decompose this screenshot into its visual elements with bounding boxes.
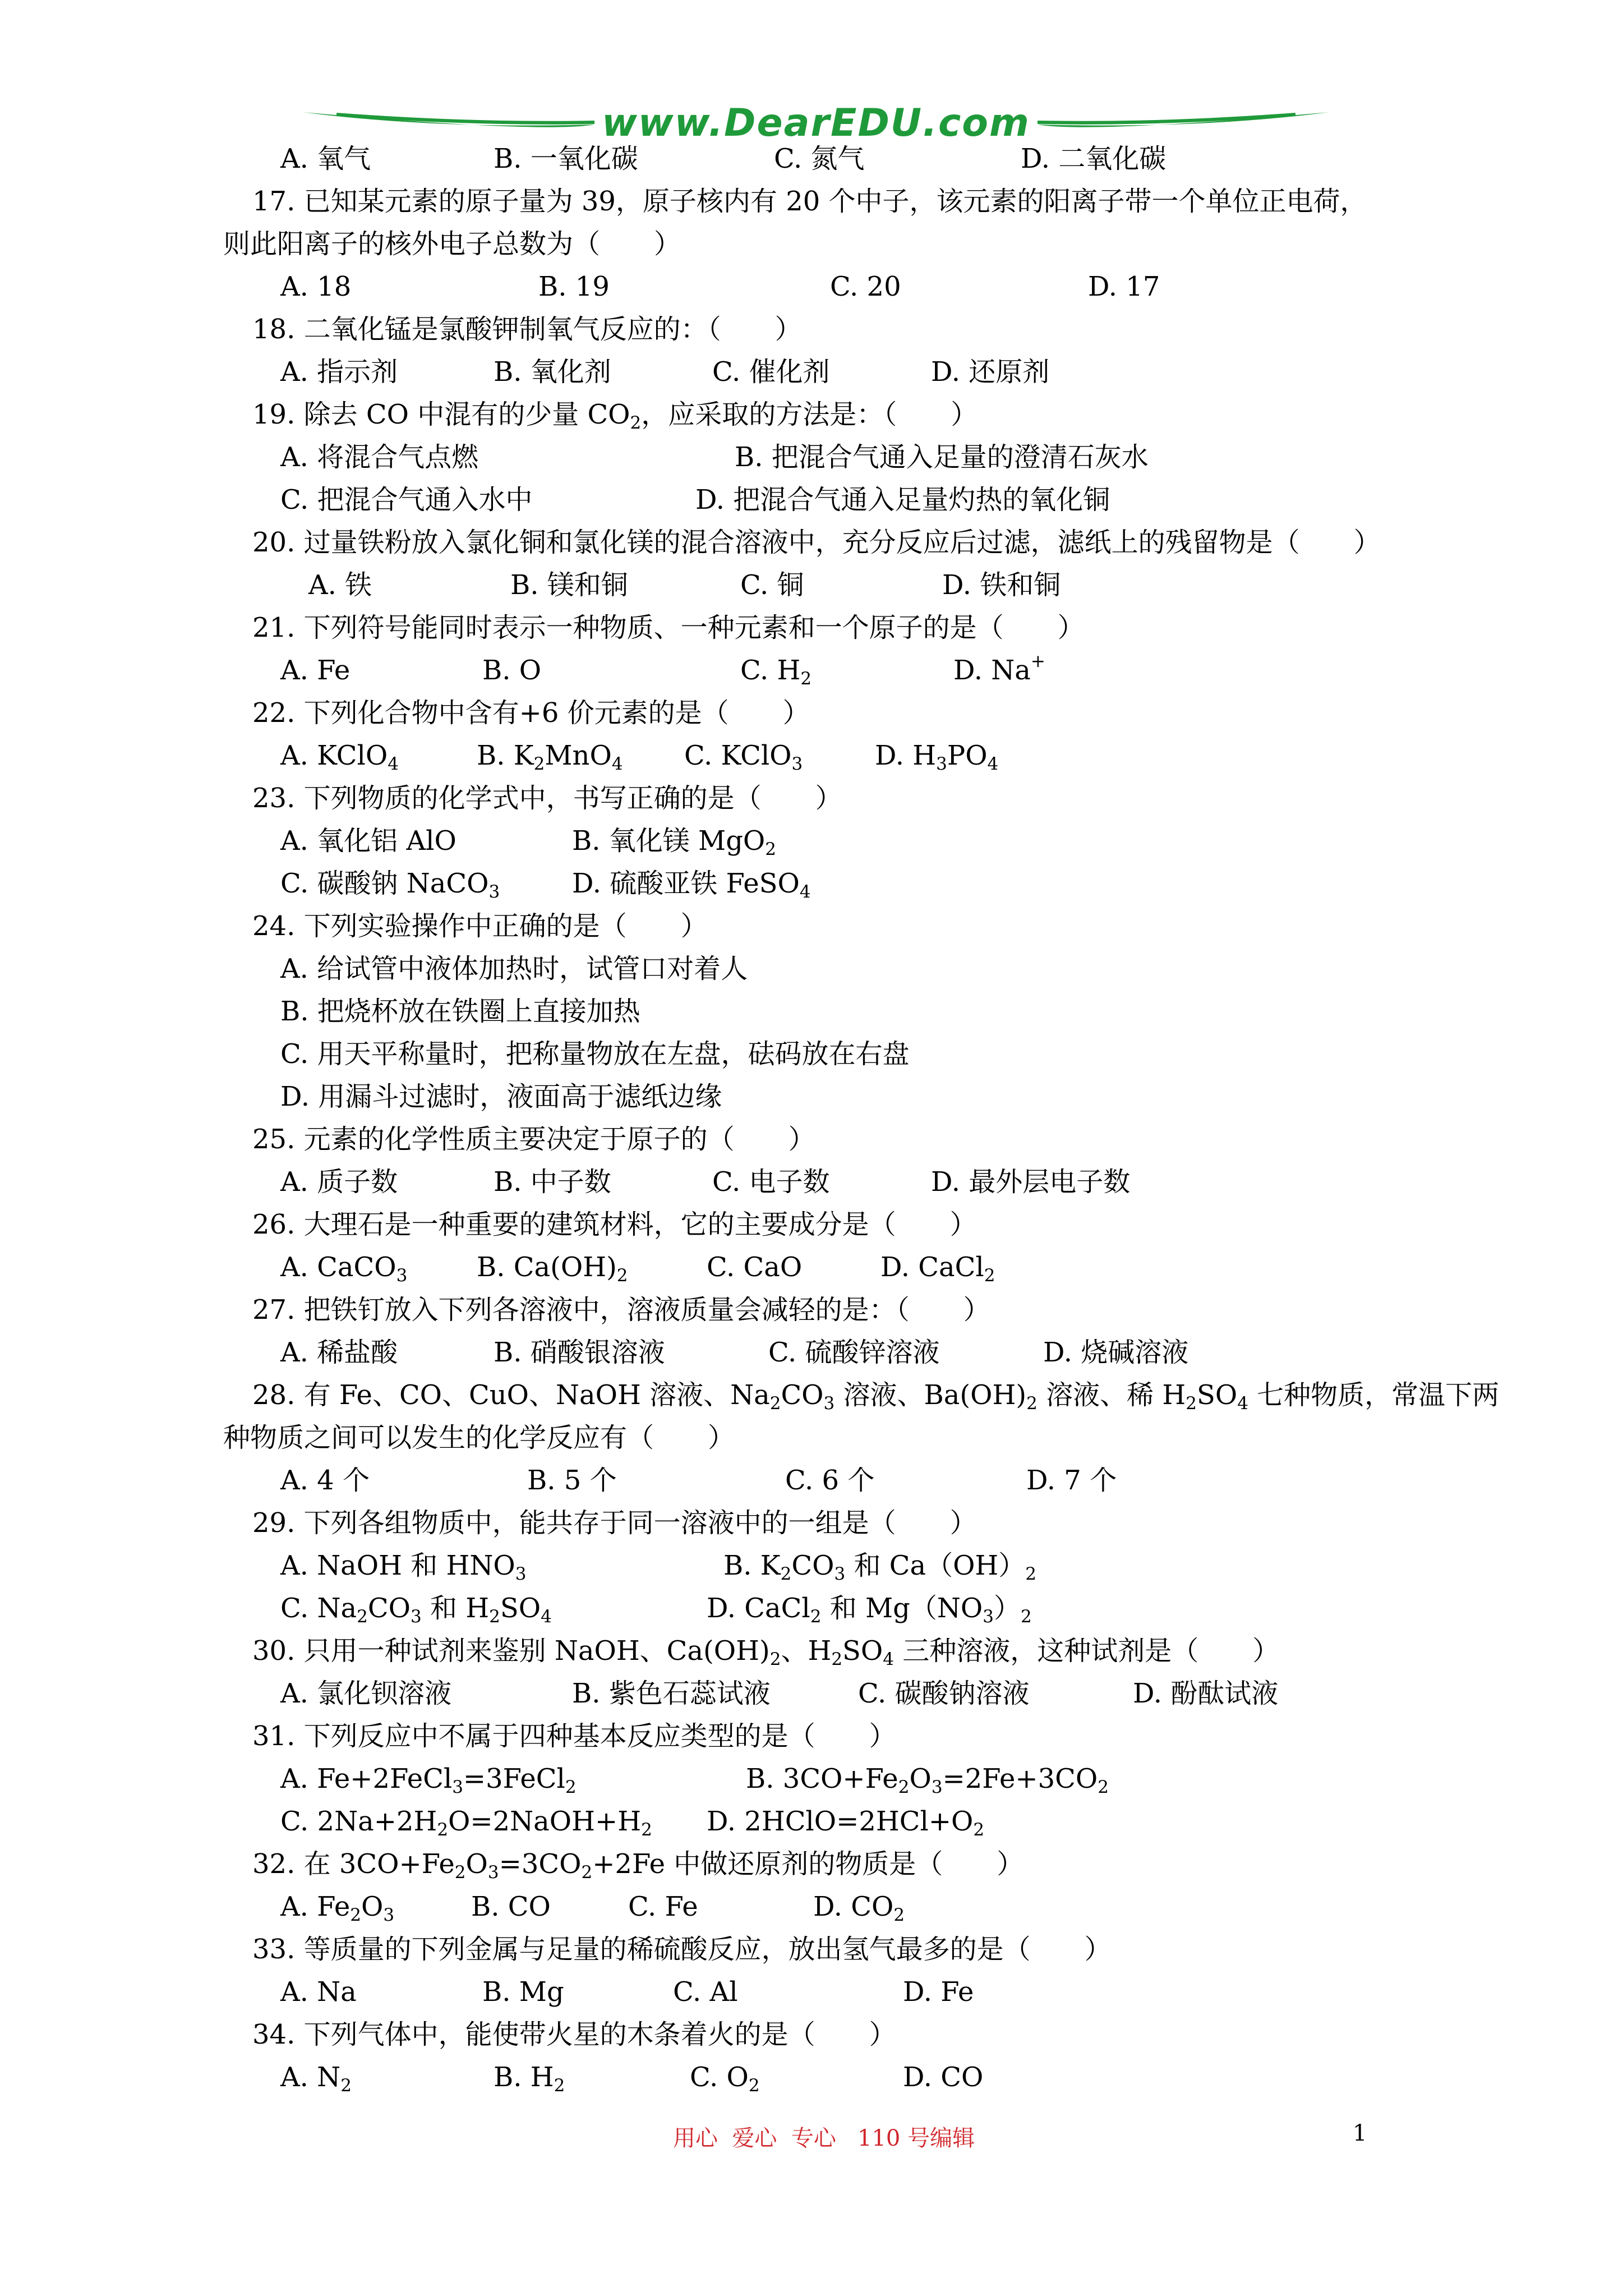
answer-option: A. 氧气 [280, 143, 371, 174]
answer-option: C. 硫酸锌溶液 [768, 1337, 940, 1368]
answer-option: C. 氮气 [774, 143, 865, 174]
answer-option: D. 铁和铜 [942, 569, 1061, 601]
answer-option: C. KClO$_3$ [684, 740, 803, 774]
answer-option: B. $K_2CO_3$ 和 $Ca(OH)_2$ [723, 1550, 1037, 1584]
answer-option: D. 17 [1088, 271, 1160, 302]
answer-option: B. 紫色石蕊试液 [572, 1678, 771, 1709]
answer-option: A. Fe [280, 655, 351, 686]
question-line: 32. 在 $3CO+Fe_2O_3=3CO_2+2Fe$ 中做还原剂的物质是（ ） [252, 1848, 1024, 1883]
question-line: 28. 有 Fe、CO、CuO、NaOH 溶液、$Na_2CO_3$ 溶液、$Ba(OH)_2$ 溶液、稀 $H_2SO_4$ 七种物质，常温下两 [252, 1379, 1500, 1414]
answer-option: D. Na+ [953, 651, 1045, 686]
question-line: 27. 把铁钉放入下列各溶液中，溶液质量会减轻的是：（ ） [252, 1294, 990, 1326]
answer-option: C. Fe [628, 1891, 698, 1922]
answer-option: C. 6 个 [785, 1465, 875, 1496]
answer-option: C. 20 [830, 271, 901, 302]
answer-option: D. $CO_2$ [813, 1891, 905, 1925]
answer-option: C. 电子数 [712, 1166, 830, 1198]
question-line: 33. 等质量的下列金属与足量的稀硫酸反应，放出氢气最多的是（ ） [252, 1934, 1112, 1965]
question-line: 24. 下列实验操作中正确的是（ ） [252, 910, 708, 942]
answer-option: B. 氧化剂 [494, 356, 611, 388]
answer-option: A. 指示剂 [280, 356, 398, 388]
answer-option: A. 18 [280, 271, 352, 302]
answer-option: A. 4 个 [280, 1465, 370, 1496]
answer-option: A. 稀盐酸 [280, 1337, 398, 1368]
answer-option: D. 烧碱溶液 [1043, 1337, 1189, 1368]
answer-option: C. Al [673, 1976, 738, 2008]
answer-option: B. $Ca(OH)_2$ [477, 1251, 628, 1286]
answer-option: A. $N_2$ [280, 2062, 352, 2096]
answer-option: C. CaO [707, 1251, 803, 1283]
answer-option: B. 氧化镁 MgO$_2$ [572, 825, 777, 859]
question-line: 26. 大理石是一种重要的建筑材料，它的主要成分是（ ） [252, 1209, 977, 1240]
question-line: 29. 下列各组物质中，能共存于同一溶液中的一组是（ ） [252, 1507, 977, 1539]
answer-option: A. 质子数 [280, 1166, 398, 1198]
question-line: 25. 元素的化学性质主要决定于原子的（ ） [252, 1124, 815, 1155]
answer-option: A. Na [280, 1976, 357, 2008]
answer-option: D. 二氧化碳 [1021, 143, 1166, 174]
answer-option: B. CO [471, 1891, 551, 1922]
answer-option: B. $3CO+Fe_2O_3=2Fe+3CO_2$ [746, 1763, 1109, 1797]
question-line: 34. 下列气体中，能使带火星的木条着火的是（ ） [252, 2019, 896, 2050]
answer-option: B. $H_2$ [494, 2062, 565, 2096]
question-line: 30. 只用一种试剂来鉴别 NaOH、$Ca(OH)_2$、$H_2SO_4$ 三种溶液，这种试剂是（ ） [252, 1635, 1280, 1669]
answer-option: C. 铜 [740, 569, 804, 601]
question-line: C. 用天平称量时，把称量物放在左盘，砝码放在右盘 [280, 1038, 910, 1070]
answer-option: A. KClO$_4$ [280, 740, 399, 774]
answer-option: D. 还原剂 [931, 356, 1050, 388]
answer-option: C. $O_2$ [690, 2062, 760, 2096]
question-line: 17. 已知某元素的原子量为 39，原子核内有 20 个中子，该元素的阳离子带一个单位正电荷， [252, 186, 1367, 217]
answer-option: B. 5 个 [527, 1465, 617, 1496]
answer-option: B. $K_2MnO_4$ [477, 740, 623, 774]
answer-option: B. 19 [538, 271, 610, 302]
answer-option: B. 一氧化碳 [494, 143, 638, 174]
answer-option: B. 硝酸银溶液 [494, 1337, 665, 1368]
answer-option: D. $2HClO=2HCl+O_2$ [707, 1806, 985, 1840]
answer-option: A. 铁 [308, 569, 372, 601]
answer-option: B. Mg [482, 1976, 564, 2008]
answer-option: A. 将混合气点燃 [280, 441, 479, 473]
answer-option: C. 把混合气通入水中 [280, 484, 533, 516]
answer-option: C. $H_2$ [740, 655, 812, 689]
answer-option: D. 酚酞试液 [1133, 1678, 1279, 1709]
answer-option: A. 氯化钡溶液 [280, 1678, 452, 1709]
question-line: 23. 下列物质的化学式中，书写正确的是（ ） [252, 783, 842, 814]
answer-option: D. $H_3PO_4$ [875, 740, 999, 774]
question-line: 18. 二氧化锰是氯酸钾制氧气反应的：（ ） [252, 314, 802, 345]
question-line: 种物质之间可以发生的化学反应有（ ） [223, 1422, 735, 1453]
answer-option: B. 中子数 [494, 1166, 611, 1198]
question-line: 则此阳离子的核外电子总数为（ ） [223, 228, 681, 260]
footer-slogan: 用心 爱心 专心 110 号编辑 [673, 2125, 975, 2151]
answer-option: A. 氧化铝 AlO [280, 825, 457, 857]
answer-option: B. 把混合气通入足量的澄清石灰水 [735, 441, 1149, 473]
answer-option: C. 催化剂 [712, 356, 830, 388]
site-logo-text[interactable]: www.DearEDU.com [602, 101, 1030, 145]
answer-option: C. 碳酸钠 NaCO$_3$ [280, 868, 500, 902]
answer-option: D. 7 个 [1026, 1465, 1117, 1496]
answer-option: A. $Fe_2O_3$ [280, 1891, 395, 1925]
question-line: 31. 下列反应中不属于四种基本反应类型的是（ ） [252, 1720, 896, 1752]
question-line: B. 把烧杯放在铁圈上直接加热 [280, 996, 640, 1027]
answer-option: D. CaCl$_2$ [880, 1251, 995, 1286]
answer-option: B. O [482, 655, 542, 686]
answer-option: A. Fe+2FeCl$_3$=3FeCl$_2$ [280, 1763, 577, 1797]
answer-option: C. 碳酸钠溶液 [858, 1678, 1030, 1709]
answer-option: B. 镁和铜 [510, 569, 628, 601]
answer-option: C. $2Na+2H_2O=2NaOH+H_2$ [280, 1806, 652, 1840]
question-line: 21. 下列符号能同时表示一种物质、一种元素和一个原子的是（ ） [252, 612, 1085, 643]
answer-option: A. CaCO$_3$ [280, 1251, 408, 1286]
answer-option: D. 硫酸亚铁 FeSO$_4$ [572, 868, 811, 902]
answer-option: D. 把混合气通入足量灼热的氧化铜 [695, 484, 1110, 516]
answer-option: D. CO [903, 2062, 984, 2093]
page-footer [0, 2120, 1623, 2160]
question-line: 22. 下列化合物中含有+6 价元素的是（ ） [252, 697, 810, 729]
question-line: D. 用漏斗过滤时，液面高于滤纸边缘 [280, 1081, 722, 1112]
answer-option: A. NaOH 和 $HNO_3$ [280, 1550, 527, 1584]
answer-option: C. $Na_2CO_3$ 和 $H_2SO_4$ [280, 1593, 552, 1627]
answer-option: D. Fe [903, 1976, 974, 2008]
question-line: A. 给试管中液体加热时，试管口对着人 [280, 953, 748, 984]
page-number: 1 [1353, 2120, 1367, 2146]
answer-option: D. CaCl$_2$ 和 $Mg(NO_3)_2$ [707, 1593, 1032, 1627]
answer-option: D. 最外层电子数 [931, 1166, 1131, 1198]
question-line: 20. 过量铁粉放入氯化铜和氯化镁的混合溶液中，充分反应后过滤，滤纸上的残留物是（ ） [252, 527, 1381, 558]
question-line: 19. 除去 CO 中混有的少量 $CO_2$，应采取的方法是：（ ） [252, 399, 978, 433]
